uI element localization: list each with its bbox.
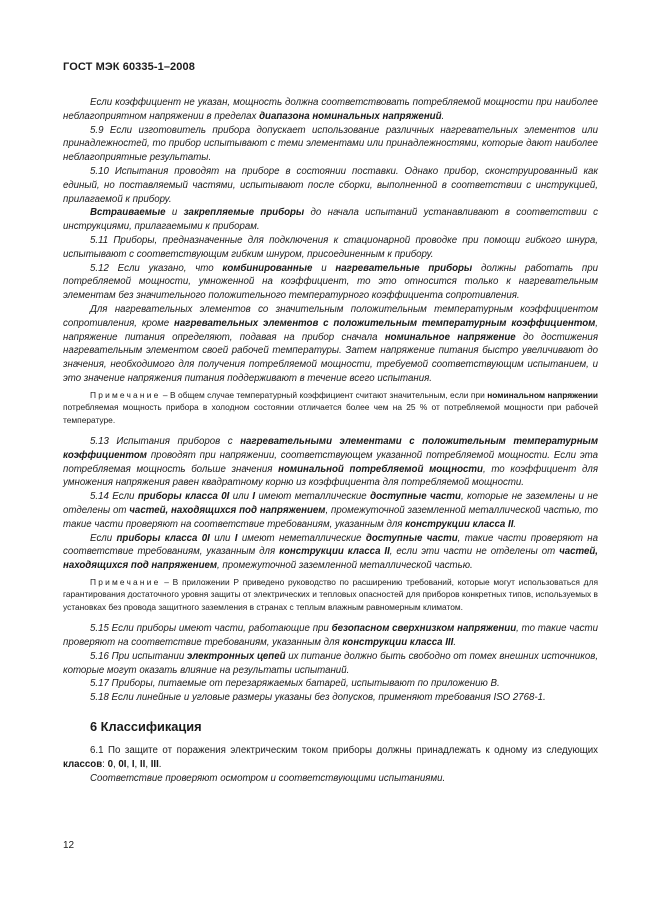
bold-term: нагревательные приборы <box>335 262 473 274</box>
paragraph-5-14 <box>63 490 598 531</box>
note-label: Примечание <box>90 389 161 400</box>
text-run: должны работать при потребляемой мощности, умноженной на коэффициент, то это относится только к нагревательным элементам без значительного положительного температурного коэффициента сопротивления. <box>63 262 598 302</box>
bold-term: 0I <box>118 758 127 770</box>
text-run: 5.14 Если <box>90 491 138 503</box>
bold-term: приборы класса 0I <box>137 491 230 503</box>
bold-term: электронных цепей <box>186 650 286 662</box>
text-run: или <box>229 491 253 503</box>
text-run: 5.18 Если линейные и угловые размеры указаны без допусков, применяют требования ISO 2768-1. <box>90 692 546 704</box>
bold-term: безопасном сверхнизком напряжении <box>331 623 517 635</box>
text-run: , такие части проверяют на соответствие требованиям, указанным для <box>63 532 598 558</box>
bold-term: доступные части <box>370 491 461 503</box>
text-run: Если <box>90 532 117 544</box>
note-temperature-coefficient <box>63 389 598 426</box>
text-run: 5.11 Приборы, предназначенные для подключения к стационарной проводке при помощи гибкого шнура, испытывают с соответствующим гибким шнуром, присоединенным к прибору. <box>63 234 598 260</box>
paragraph-5-14-nonmetallic <box>63 532 598 573</box>
bold-term: номинальной потребляемой мощности <box>278 463 483 475</box>
text-run: и <box>312 262 336 274</box>
note-annex-p <box>63 576 598 613</box>
section-heading-classification: 6 Классификация <box>90 718 202 734</box>
bold-term: частей, находящихся под напряжением <box>129 504 326 516</box>
text-run: – В общем случае температурный коэффициент считают значительным, если при <box>160 389 488 400</box>
bold-term: номинальном напряжении <box>487 389 598 400</box>
bold-term: нагревательных элементов с положительным температурным коэффициентом <box>174 317 596 329</box>
bold-term: I <box>252 491 256 503</box>
text-run: – В приложении Р приведено руководство по расширению требований, которые могут использоваться для гарантирования достаточного уровня защиты от электрических и тепловых опасностей для приборов конкретных типов, используемых в установках без провода защитного заземления в странах с теплым влажным равномерным климатом. <box>63 576 598 612</box>
text-run: . <box>158 758 162 770</box>
text-run: имеют неметаллические <box>237 532 366 544</box>
paragraph-5-8-continuation <box>63 96 598 124</box>
bold-term: I <box>131 758 135 770</box>
text-run: , напряжение питания определяют, подавая на прибор сначала <box>63 317 598 343</box>
text-run: , то такие части проверяют на соответствие требованиям, указанным для <box>63 623 598 648</box>
text-run: 5.10 Испытания проводят на приборе в состоянии поставки. Однако прибор, сконструированный как единый, но поставляемый частями, испытывают после сборки, выполненной в соответствии с инструкцией, прилагаемой к прибору. <box>63 165 598 205</box>
bold-term: конструкции класса III <box>342 636 454 648</box>
text-run: имеют металлические <box>255 491 371 503</box>
paragraph-6-1-compliance <box>63 772 598 786</box>
paragraph-5-18 <box>63 691 598 705</box>
text-run: Если коэффициент не указан, мощность должна соответствовать потребляемой мощности при наиболее неблагоприятном напряжении в пределах <box>63 97 598 122</box>
text-run: Для нагревательных элементов со значительным положительным температурным коэффициентом сопротивления, кроме <box>63 303 598 329</box>
bold-term: III <box>150 758 159 770</box>
bold-term: закрепляемые приборы <box>183 207 305 219</box>
text-run: 5.12 Если указано, что <box>90 262 223 274</box>
text-run: : <box>102 758 108 770</box>
text-run: , промежуточной заземленной металлической частью, то такие части проверяют на соответствие требованиям, указанным для <box>63 504 599 530</box>
text-run: 5.17 Приборы, питаемые от перезаряжаемых батарей, испытывают по приложению B. <box>90 678 500 690</box>
paragraph-5-12-ptc <box>63 303 598 386</box>
text-run: проводят при напряжении, соответствующем указанной потребляемой мощности. Если эта потребляемая мощность больше значения <box>63 449 598 475</box>
bold-term: нагревательными элементами с положительным температурным коэффициентом <box>63 435 598 461</box>
paragraph-5-12 <box>63 262 598 303</box>
bold-term: приборы класса 0I <box>116 532 210 544</box>
text-run: Соответствие проверяют осмотром и соответствующими испытаниями. <box>90 772 446 784</box>
text-run: . <box>513 518 517 530</box>
bold-term: классов <box>63 758 103 770</box>
text-run: до достижения нагревательным элементом своей рабочей температуры. Затем напряжение питания быстро увеличивают до значения, необходимого для получения потребляемой мощности, требуемой соответствующим испытанием, и это значение напряжения питания поддерживают в течение всего испытания. <box>63 331 598 384</box>
text-run: , <box>145 758 151 770</box>
paragraph-5-17 <box>63 677 598 691</box>
text-run: , то коэффициент для умножения напряжения равен квадратному корню из коэффициента для потребляемой мощности. <box>63 463 599 489</box>
bold-term: II <box>139 758 146 770</box>
bold-term: комбинированные <box>222 262 313 274</box>
note-label: Примечание <box>90 576 161 587</box>
bold-term: номинальное напряжение <box>384 331 516 343</box>
bold-term: конструкции класса II <box>405 518 514 530</box>
paragraph-5-13 <box>63 435 598 490</box>
bold-term: 0 <box>107 758 113 770</box>
paragraph-5-16 <box>63 650 598 678</box>
text-run: до начала испытаний устанавливают в соответствии с инструкциями, прилагаемыми к приборам. <box>63 207 598 233</box>
page-number: 12 <box>63 840 75 851</box>
text-run: 5.15 Если приборы имеют части, работающие при <box>90 623 332 635</box>
text-run: , промежуточной заземленной металлической частью. <box>217 560 473 572</box>
text-run: . <box>441 110 445 122</box>
text-run: . <box>453 636 457 648</box>
text-run: , <box>134 758 140 770</box>
text-run: , которые не заземлены и не отделены от <box>63 491 598 516</box>
text-run: потребляемая мощность прибора в холодном состоянии отличается более чем на 25 % от потребляемой мощности при рабочей температуре. <box>63 402 598 425</box>
bold-term: диапазона номинальных напряжений <box>259 110 442 122</box>
bold-term: I <box>234 532 238 544</box>
text-run: , <box>126 758 132 770</box>
page-content <box>63 96 598 785</box>
paragraph-5-15 <box>63 622 598 650</box>
text-run: или <box>209 532 235 544</box>
text-run: , если эти части не отделены от <box>389 546 560 558</box>
paragraph-5-10-built-in <box>63 206 598 234</box>
paragraph-5-10 <box>63 165 598 206</box>
bold-term: конструкции класса II <box>279 546 390 558</box>
paragraph-6-1 <box>63 744 598 772</box>
paragraph-5-11 <box>63 234 598 262</box>
text-run: и <box>165 207 184 219</box>
bold-term: частей, находящихся под напряжением <box>63 546 598 572</box>
paragraph-5-9 <box>63 124 598 165</box>
bold-term: Встраиваемые <box>90 207 166 219</box>
text-run: 5.13 Испытания приборов с <box>90 435 241 447</box>
text-run: 5.9 Если изготовитель прибора допускает использование различных нагревательных элементов или принадлежностей, то прибор испытывают с теми элементами или принадлежностями, которые дают наиболее неблагоприятные результаты. <box>63 124 598 164</box>
text-run: их питание должно быть свободно от помех внешних источников, которые могут оказать влияние на результаты испытаний. <box>63 650 599 676</box>
document-header: ГОСТ МЭК 60335-1–2008 <box>63 61 195 73</box>
bold-term: доступные части <box>365 532 458 544</box>
text-run: , <box>112 758 119 770</box>
text-run: 5.16 При испытании <box>90 650 187 662</box>
text-run: 6.1 По защите от поражения электрическим током приборы должны принадлежать к одному из следующих <box>90 744 598 756</box>
